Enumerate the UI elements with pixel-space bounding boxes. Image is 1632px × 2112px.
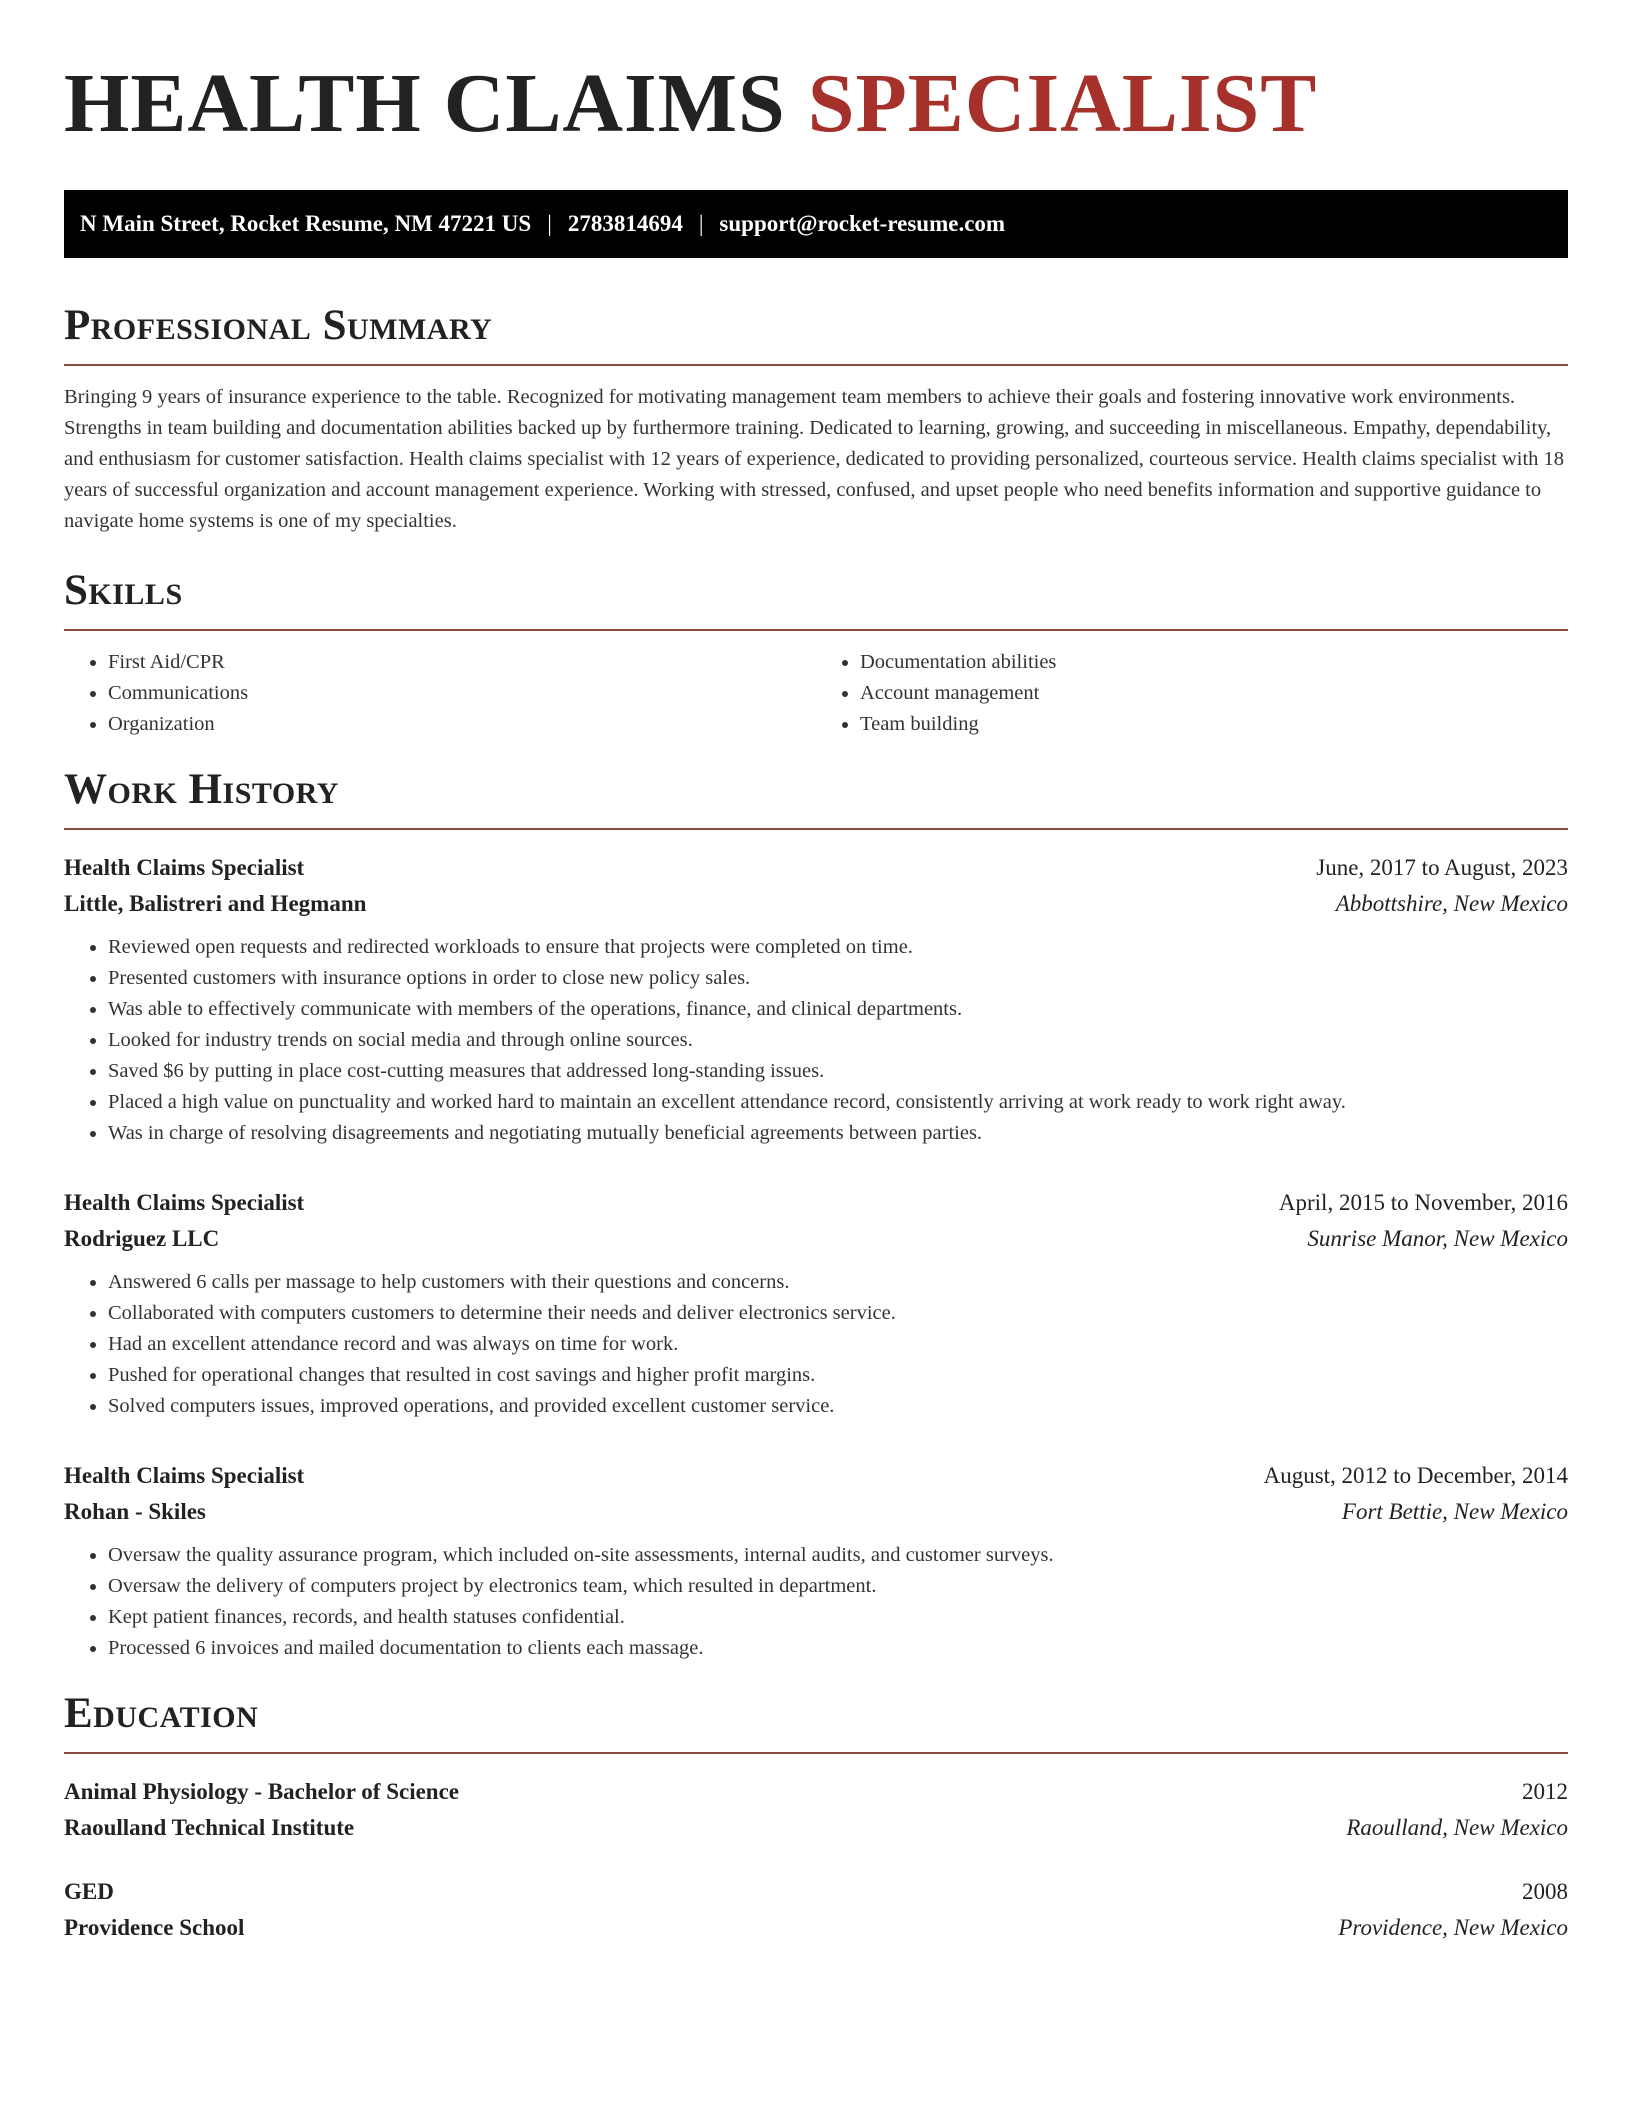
skill-item: • Organization <box>108 709 816 740</box>
work-history-section <box>64 764 1568 1664</box>
edu-school: Providence School <box>64 1915 245 1940</box>
job-bullet: • Placed a high value on punctuality and worked hard to maintain an excellent attendance record, consistently arriving at work ready to work right away. <box>108 1087 1568 1118</box>
job-bullet: • Was able to effectively communicate with members of the operations, finance, and clinical departments. <box>108 994 1568 1025</box>
job-dates: June, 2017 to August, 2023 <box>1316 855 1568 880</box>
job-bullet: • Answered 6 calls per massage to help customers with their questions and concerns. <box>108 1267 1568 1298</box>
job-bullet: • Was in charge of resolving disagreements and negotiating mutually beneficial agreements between parties. <box>108 1118 1568 1149</box>
job-bullet: • Looked for industry trends on social media and through online sources. <box>108 1025 1568 1056</box>
skills-section <box>64 565 1568 740</box>
skill-item: • Team building <box>860 709 1568 740</box>
skills-columns <box>64 647 1568 740</box>
job-title: Health Claims Specialist <box>64 855 305 880</box>
job-dates: April, 2015 to November, 2016 <box>1278 1190 1568 1215</box>
edu-row-degree <box>64 1774 1568 1810</box>
contact-bar <box>64 190 1568 258</box>
job-bullet: • Oversaw the delivery of computers project by electronics team, which resulted in department. <box>108 1571 1568 1602</box>
job-company: Little, Balistreri and Hegmann <box>64 891 367 916</box>
contact-separator: | <box>698 211 704 236</box>
edu-degree: GED <box>64 1879 114 1904</box>
edu-row-school <box>64 1810 1568 1846</box>
section-divider <box>64 629 1568 631</box>
job-bullets <box>64 1540 1568 1664</box>
edu-location: Raoulland, New Mexico <box>1346 1815 1568 1840</box>
job-company: Rohan - Skiles <box>64 1499 206 1524</box>
job-bullet: • Saved $6 by putting in place cost-cutting measures that addressed long-standing issues. <box>108 1056 1568 1087</box>
job-bullet: • Had an excellent attendance record and was always on time for work. <box>108 1329 1568 1360</box>
section-divider <box>64 1752 1568 1754</box>
job-row-title <box>64 850 1568 886</box>
job-company: Rodriguez LLC <box>64 1226 220 1251</box>
job-bullet: • Solved computers issues, improved operations, and provided excellent customer service. <box>108 1391 1568 1422</box>
contact-email: support@rocket-resume.com <box>719 211 1006 236</box>
job-entry <box>64 850 1568 1149</box>
name-first: HEALTH CLAIMS <box>64 57 786 150</box>
skills-list-right <box>816 647 1568 740</box>
name-last: SPECIALIST <box>807 57 1318 150</box>
skills-heading: Skills <box>64 567 183 614</box>
summary-text: Bringing 9 years of insurance experience to the table. Recognized for motivating management team members to achieve their goals and fostering innovative work environments. Strengths in team building and documentation abilities backed up by furthermore training. Dedicated to learning, growing, and succeeding in miscellaneous. Empathy, dependability, and enthusiasm for customer satisfaction. Health claims specialist with 12 years of experience, dedicated to providing personalized, courteous service. Health claims specialist with 18 years of successful organization and account management experience. Working with stressed, confused, and upset people who need benefits information and supportive guidance to navigate home systems is one of my specialties. <box>64 386 1565 532</box>
contact-address: N Main Street, Rocket Resume, NM 47221 US <box>80 211 532 236</box>
education-entry <box>64 1774 1568 1846</box>
skills-list-left <box>64 647 816 740</box>
summary-heading: Professional Summary <box>64 302 493 349</box>
job-entry <box>64 1458 1568 1664</box>
job-dates: August, 2012 to December, 2014 <box>1263 1463 1568 1488</box>
contact-phone: 2783814694 <box>567 211 683 236</box>
edu-year: 2008 <box>1522 1879 1568 1904</box>
education-section <box>64 1688 1568 1946</box>
job-row-title <box>64 1185 1568 1221</box>
job-row-company <box>64 1221 1568 1257</box>
edu-year: 2012 <box>1522 1779 1568 1804</box>
summary-section <box>64 300 1568 537</box>
edu-school: Raoulland Technical Institute <box>64 1815 355 1840</box>
job-location: Fort Bettie, New Mexico <box>1341 1499 1568 1524</box>
job-bullet: • Kept patient finances, records, and health statuses confidential. <box>108 1602 1568 1633</box>
contact-separator: | <box>547 211 552 236</box>
job-title: Health Claims Specialist <box>64 1463 305 1488</box>
work-history-heading: Work History <box>64 766 339 813</box>
job-bullet: • Processed 6 invoices and mailed documentation to clients each massage. <box>108 1633 1568 1664</box>
job-location: Sunrise Manor, New Mexico <box>1307 1226 1568 1251</box>
edu-location: Providence, New Mexico <box>1338 1915 1568 1940</box>
job-bullet: • Reviewed open requests and redirected workloads to ensure that projects were completed on time. <box>108 932 1568 963</box>
job-row-title <box>64 1458 1568 1494</box>
edu-row-school <box>64 1910 1568 1946</box>
skill-item: • Documentation abilities <box>860 647 1568 678</box>
job-entry <box>64 1185 1568 1422</box>
skill-item: • First Aid/CPR <box>108 647 816 678</box>
job-location: Abbottshire, New Mexico <box>1335 891 1568 916</box>
job-row-company <box>64 1494 1568 1530</box>
resume-name <box>64 56 1568 152</box>
job-row-company <box>64 886 1568 922</box>
job-bullet: • Oversaw the quality assurance program, which included on-site assessments, internal audits, and customer surveys. <box>108 1540 1568 1571</box>
skill-item: • Account management <box>860 678 1568 709</box>
section-divider <box>64 828 1568 830</box>
skill-item: • Communications <box>108 678 816 709</box>
job-bullet: • Presented customers with insurance options in order to close new policy sales. <box>108 963 1568 994</box>
job-bullet: • Pushed for operational changes that resulted in cost savings and higher profit margins. <box>108 1360 1568 1391</box>
job-title: Health Claims Specialist <box>64 1190 305 1215</box>
education-heading: Education <box>64 1690 259 1737</box>
job-bullets <box>64 1267 1568 1422</box>
education-entry <box>64 1874 1568 1946</box>
section-divider <box>64 364 1568 366</box>
edu-degree: Animal Physiology - Bachelor of Science <box>64 1779 460 1804</box>
edu-row-degree <box>64 1874 1568 1910</box>
job-bullet: • Collaborated with computers customers to determine their needs and deliver electronics service. <box>108 1298 1568 1329</box>
job-bullets <box>64 932 1568 1149</box>
